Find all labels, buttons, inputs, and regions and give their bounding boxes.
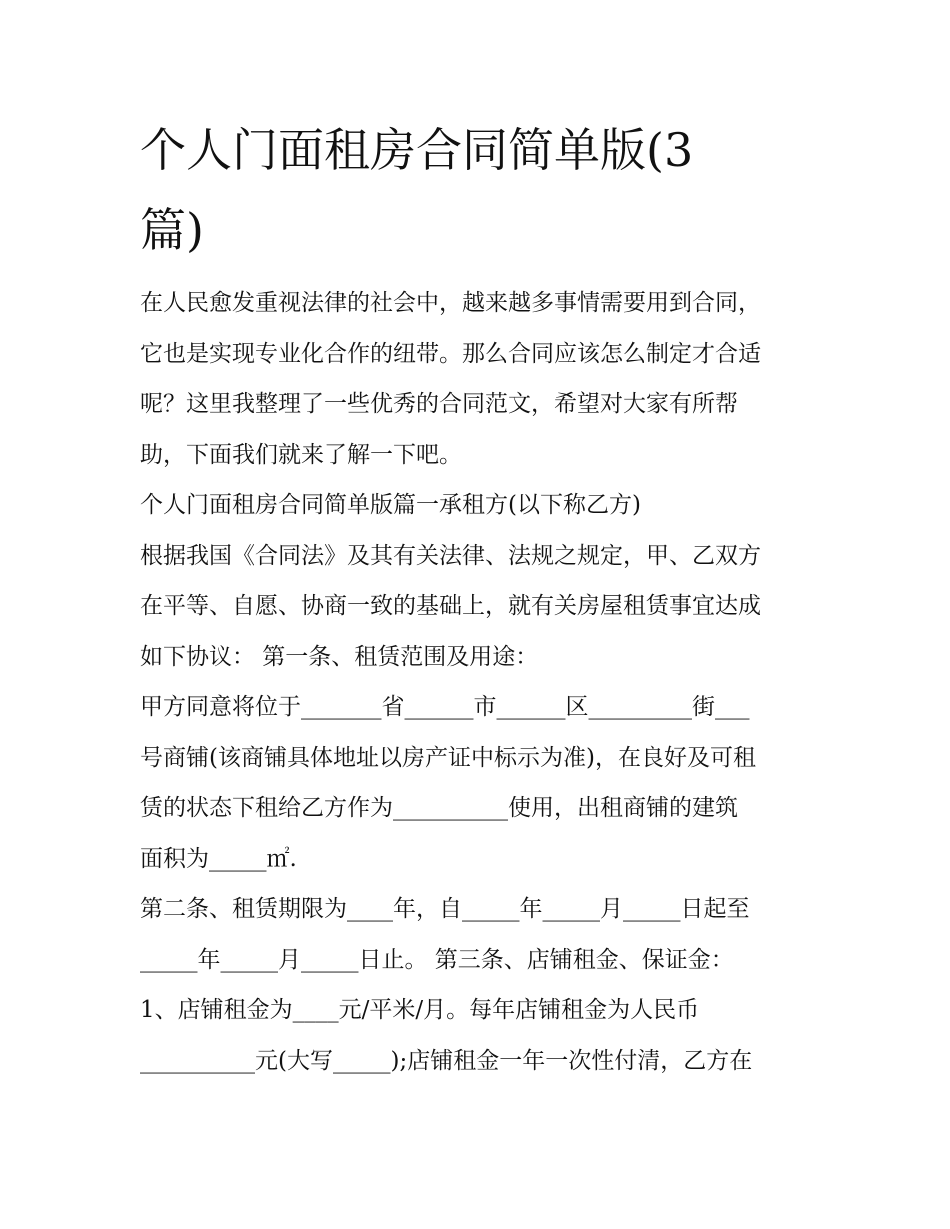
body-line: 1、店铺租金为____元/平米/月。每年店铺租金为人民币	[140, 997, 700, 1023]
body-line: _____年_____月_____日止。 第三条、店铺租金、保证金：	[140, 946, 734, 973]
title-line-1: 个人门面租房合同简单版(3	[140, 123, 694, 177]
body-line: 在平等、自愿、协商一致的基础上，就有关房屋租赁事宜达成	[140, 593, 761, 619]
section-heading-line: 个人门面租房合同简单版篇一承租方(以下称乙方)	[140, 492, 641, 518]
document-title	[140, 110, 780, 270]
body-line: 助，下面我们就来了解一下吧。	[140, 441, 462, 468]
body-line: 它也是实现专业化合作的纽带。那么合同应该怎么制定才合适	[140, 340, 761, 367]
body-line: 号商铺(该商铺具体地址以房产证中标示为准)，在良好及可租	[140, 744, 756, 771]
body-line: __________元(大写_____);店铺租金一年一次性付清，乙方在	[140, 1047, 753, 1074]
body-line: 呢？这里我整理了一些优秀的合同范文，希望对大家有所帮	[140, 391, 738, 417]
document-body	[140, 278, 820, 1086]
body-line: 在人民愈发重视法律的社会中，越来越多事情需要用到合同，	[140, 290, 761, 316]
body-line: 第二条、租赁期限为____年，自_____年_____月_____日起至	[140, 896, 750, 922]
body-line: 赁的状态下租给乙方作为__________使用，出租商铺的建筑	[140, 795, 738, 821]
body-line: 根据我国《合同法》及其有关法律、法规之规定，甲、乙双方	[140, 542, 761, 569]
body-line: 如下协议： 第一条、租赁范围及用途：	[140, 643, 539, 670]
title-line-2: 篇)	[140, 203, 204, 257]
body-line: 甲方同意将位于_______省______市______区_________街___	[140, 694, 750, 720]
body-line: 面积为_____㎡.	[140, 845, 297, 872]
